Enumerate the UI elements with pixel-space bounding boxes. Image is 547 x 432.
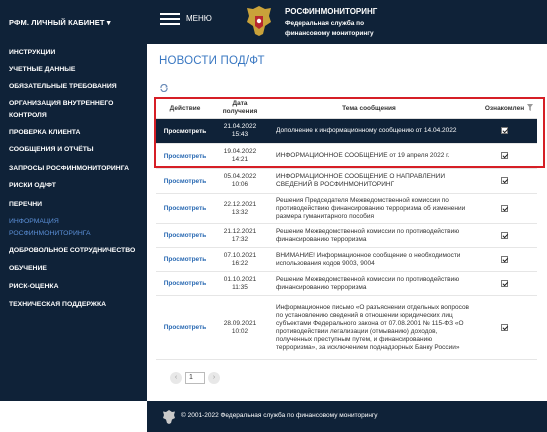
top-header <box>0 0 547 44</box>
row-time: 11:35 <box>232 283 248 291</box>
row-time: 15:43 <box>231 131 249 138</box>
row-subject: Информационное письмо «О разъяснении отдельных вопросов по установлению сведений в отношении юридических лиц субъектами Федерального закона от 07.08.2001 № 115-ФЗ «О противодействии легализации (отмыванию) доходов, полученных преступным путем, и финансированию терроризма», за исключением поднадзорных Банку России» <box>266 296 472 360</box>
sidebar-item-instructions[interactable]: ИНСТРУКЦИИ <box>9 49 56 56</box>
row-date: 21.12.2021 <box>223 227 257 235</box>
footer <box>147 401 547 432</box>
row-date: 22.12.2021 <box>223 200 257 208</box>
coat-of-arms-icon <box>163 410 175 424</box>
refresh-icon[interactable] <box>159 84 169 92</box>
brand-name: РОСФИНМОНИТОРИНГ <box>285 7 378 16</box>
row-time: 10:02 <box>231 327 249 335</box>
sidebar-item-cooperation[interactable]: ДОБРОВОЛЬНОЕ СОТРУДНИЧЕСТВО <box>9 247 136 254</box>
row-date: 28.09.2021 <box>223 319 257 327</box>
row-subject: ИНФОРМАЦИОННОЕ СООБЩЕНИЕ от 19 апреля 2022 г. <box>266 144 472 169</box>
news-table <box>156 98 537 360</box>
page-number-input[interactable]: 1 <box>185 372 205 384</box>
row-time: 13:32 <box>231 208 249 216</box>
table-row[interactable] <box>156 144 537 169</box>
sidebar-item-training[interactable]: ОБУЧЕНИЕ <box>9 265 47 272</box>
column-header-ack[interactable] <box>472 98 537 119</box>
view-link[interactable]: Просмотреть <box>163 280 207 287</box>
table-row[interactable] <box>156 272 537 296</box>
table-row[interactable] <box>156 224 537 248</box>
row-date: 21.04.2022 <box>223 123 257 130</box>
sidebar-item-support[interactable]: ТЕХНИЧЕСКАЯ ПОДДЕРЖКА <box>9 301 107 308</box>
view-link[interactable]: Просмотреть <box>163 256 207 263</box>
row-date: 19.04.2022 <box>223 148 257 155</box>
row-subject: Дополнение к информационному сообщению от 14.04.2022 <box>266 119 472 144</box>
ack-checkbox[interactable] <box>501 127 508 134</box>
column-header-ack-label: Ознакомлен <box>484 104 525 112</box>
row-time: 16:22 <box>231 259 249 267</box>
row-subject: Решение Межведомственной комиссии по противодействию финансированию терроризма <box>266 272 472 296</box>
view-link[interactable]: Просмотреть <box>163 232 207 239</box>
menu-label[interactable]: МЕНЮ <box>186 14 212 23</box>
sidebar-item-risks[interactable]: РИСКИ ОД/ФТ <box>9 182 56 189</box>
ack-checkbox[interactable] <box>501 177 508 184</box>
table-row[interactable] <box>156 194 537 224</box>
hamburger-menu-icon[interactable] <box>160 13 180 25</box>
column-header-subject[interactable]: Тема сообщения <box>266 98 472 119</box>
sidebar-item-client-check[interactable]: ПРОВЕРКА КЛИЕНТА <box>9 129 81 136</box>
sidebar-item-account-data[interactable]: УЧЕТНЫЕ ДАННЫЕ <box>9 66 76 73</box>
filter-icon[interactable] <box>527 104 533 111</box>
column-header-action[interactable]: Действие <box>156 98 214 119</box>
table-row[interactable] <box>156 169 537 194</box>
row-time: 14:21 <box>231 156 249 163</box>
ack-checkbox[interactable] <box>501 280 508 287</box>
row-subject: Решение Межведомственной комиссии по противодействию финансированию терроризма <box>266 224 472 248</box>
row-subject: ВНИМАНИЕ! Информационное сообщение о необходимости использования кодов 9003, 9004 <box>266 248 472 272</box>
row-date: 05.04.2022 <box>223 173 257 180</box>
main-content <box>147 44 547 401</box>
prev-page-button[interactable]: ‹ <box>170 372 182 384</box>
view-link[interactable]: Просмотреть <box>163 177 207 185</box>
ack-checkbox[interactable] <box>501 205 508 212</box>
sidebar-nav <box>0 44 147 401</box>
sidebar-item-messages-reports[interactable]: СООБЩЕНИЯ И ОТЧЁТЫ <box>9 146 94 153</box>
row-date: 07.10.2021 <box>223 251 257 259</box>
table-row[interactable] <box>156 296 537 360</box>
page-title: НОВОСТИ ПОД/ФТ <box>159 55 265 67</box>
table-row[interactable] <box>156 248 537 272</box>
row-time: 10:06 <box>231 181 249 188</box>
view-link[interactable]: Просмотреть <box>163 127 207 135</box>
sidebar-item-internal-control[interactable]: ОРГАНИЗАЦИЯ ВНУТРЕННЕГО КОНТРОЛЯ <box>9 100 114 119</box>
table-row[interactable] <box>156 119 537 144</box>
row-time: 17:32 <box>231 235 249 243</box>
view-link[interactable]: Просмотреть <box>163 324 207 331</box>
next-page-button[interactable]: › <box>208 372 220 384</box>
sidebar-item-requests[interactable]: ЗАПРОСЫ РОСФИНМОНИТОРИНГА <box>9 165 130 172</box>
table-header-row <box>156 98 537 119</box>
ack-checkbox[interactable] <box>501 152 508 159</box>
view-link[interactable]: Просмотреть <box>163 205 207 212</box>
row-date: 01.10.2021 <box>223 275 257 283</box>
ack-checkbox[interactable] <box>501 232 508 239</box>
ack-checkbox[interactable] <box>501 256 508 263</box>
sidebar-item-risk-assessment[interactable]: РИСК-ОЦЕНКА <box>9 283 59 290</box>
row-subject: ИНФОРМАЦИОННОЕ СООБЩЕНИЕ О НАПРАВЛЕНИИ СВЕДЕНИЙ В РОСФИНМОНИТОРИНГ <box>266 169 472 194</box>
column-header-date[interactable]: Дата получения <box>214 98 266 119</box>
view-link[interactable]: Просмотреть <box>163 152 207 160</box>
ack-checkbox[interactable] <box>501 324 508 331</box>
brand-subtitle: Федеральная служба по финансовому мониторингу <box>285 20 374 37</box>
row-subject: Решения Председателя Межведомственной комиссии по противодействию финансированию терроризма об изменении размера гуманитарного пособия <box>266 194 472 224</box>
footer-copyright: © 2001-2022 Федеральная служба по финансовому мониторингу <box>181 412 378 419</box>
sidebar-item-lists[interactable]: ПЕРЕЧНИ <box>9 201 43 208</box>
coat-of-arms-icon <box>245 4 273 38</box>
cabinet-dropdown[interactable]: РФМ. ЛИЧНЫЙ КАБИНЕТ ▾ <box>9 18 111 27</box>
sidebar-item-requirements[interactable]: ОБЯЗАТЕЛЬНЫЕ ТРЕБОВАНИЯ <box>9 83 117 90</box>
sidebar-item-information[interactable]: ИНФОРМАЦИЯ РОСФИНМОНИТОРИНГА <box>9 218 91 237</box>
